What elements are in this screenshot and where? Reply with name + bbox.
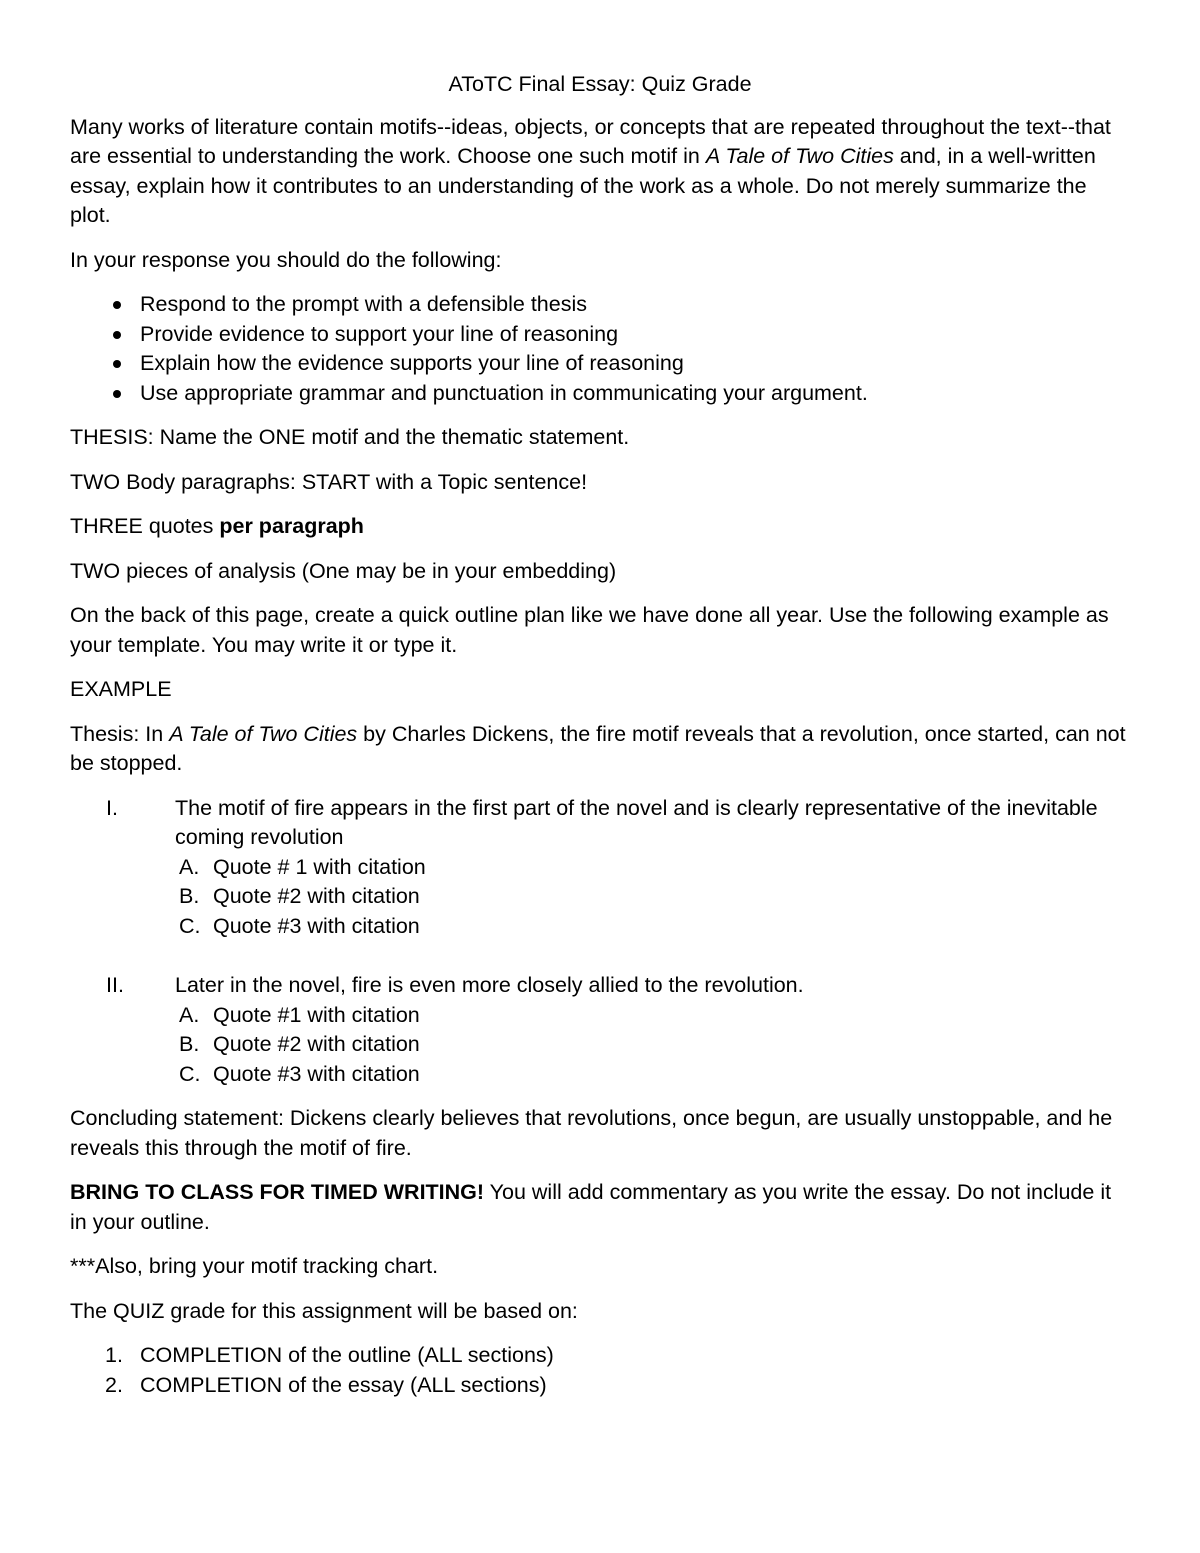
body-instruction: TWO Body paragraphs: START with a Topic sentence! <box>70 469 588 494</box>
outline-sub-item <box>175 912 1130 942</box>
outline-sub-item <box>175 1001 1130 1031</box>
outline-numeral: I. <box>106 795 118 820</box>
sub-text: Quote #3 with citation <box>213 913 420 938</box>
bring-emphasis: BRING TO CLASS FOR TIMED WRITING! <box>70 1180 485 1204</box>
list-item: Respond to the prompt with a defensible thesis <box>70 290 1130 320</box>
sub-text: Quote #2 with citation <box>213 1032 420 1056</box>
list-item: Provide evidence to support your line of reasoning <box>70 320 1130 350</box>
sub-text: Quote #2 with citation <box>213 884 420 908</box>
criteria-text: COMPLETION of the outline (ALL sections) <box>140 1343 554 1367</box>
response-lead: In your response you should do the following: <box>70 247 502 272</box>
outline-instruction: On the back of this page, create a quick outline plan like we have done all year. Use the following example as your template. You may write it or type it. <box>70 603 1109 657</box>
example-outline <box>70 794 1130 1090</box>
example-thesis-suffix: by Charles Dickens, the fire motif reveals that a revolution, once started, can not be stopped. <box>70 721 1126 775</box>
sub-letter: C. <box>179 1061 201 1086</box>
quotes-emphasis: per paragraph <box>219 514 364 538</box>
page-title: AToTC Final Essay: Quiz Grade <box>448 72 752 96</box>
also-note: ***Also, bring your motif tracking chart. <box>70 1254 439 1278</box>
sub-letter: A. <box>179 1002 200 1027</box>
outline-sub-item <box>175 1030 1130 1060</box>
intro-text-1: Many works of literature contain motifs--ideas, objects, or concepts that are repeated throughout the text--that are essential to understanding the work. Choose one such motif in <box>70 114 1111 168</box>
sub-text: Quote #1 with citation <box>213 1002 420 1027</box>
thesis-instruction: THESIS: Name the ONE motif and the thematic statement. <box>70 425 630 449</box>
outline-sub-item <box>175 882 1130 912</box>
list-item <box>70 1371 1130 1401</box>
outline-numeral: II. <box>106 973 124 997</box>
quotes-text: THREE quotes <box>70 514 220 538</box>
example-thesis <box>70 720 1130 779</box>
sub-letter: C. <box>179 913 201 938</box>
sub-text: Quote #3 with citation <box>213 1061 420 1086</box>
intro-book-title: A Tale of Two Cities <box>705 144 894 168</box>
list-item: Explain how the evidence supports your line of reasoning <box>70 349 1130 379</box>
example-thesis-prefix: Thesis: In <box>70 721 170 746</box>
list-item: Use appropriate grammar and punctuation in communicating your argument. <box>70 379 1130 409</box>
outline-sub-item <box>175 1060 1130 1090</box>
bring-to-class <box>70 1178 1130 1237</box>
example-label: EXAMPLE <box>70 677 172 701</box>
outline-section-1 <box>70 794 1130 942</box>
criteria-text: COMPLETION of the essay (ALL sections) <box>140 1372 547 1397</box>
example-book-title: A Tale of Two Cities <box>169 721 358 746</box>
concluding-statement: Concluding statement: Dickens clearly believes that revolutions, once begun, are usually unstoppable, and he reveals this through the motif of fire. <box>70 1106 1113 1160</box>
list-item <box>70 1341 1130 1371</box>
outline-section-2 <box>70 971 1130 1089</box>
sub-letter: B. <box>179 1032 200 1056</box>
grading-criteria <box>70 1341 1130 1400</box>
intro-paragraph <box>70 113 1130 231</box>
outline-topic: The motif of fire appears in the first part of the novel and is clearly representative of the inevitable coming revolution <box>175 795 1098 849</box>
analysis-instruction: TWO pieces of analysis (One may be in your embedding) <box>70 558 617 583</box>
sub-letter: B. <box>179 884 200 908</box>
quotes-instruction <box>70 512 1130 542</box>
bring-text: You will add commentary as you write the essay. Do not include it in your outline. <box>70 1180 1112 1234</box>
criteria-number: 2. <box>105 1372 123 1397</box>
sub-letter: A. <box>179 854 200 879</box>
criteria-number: 1. <box>105 1343 123 1367</box>
requirements-list <box>70 290 1130 408</box>
intro-text-2: and, in a well-written essay, explain how it contributes to an understanding of the work as a whole. Do not merely summarize the plot. <box>70 144 1096 227</box>
outline-sub-item <box>175 853 1130 883</box>
sub-text: Quote # 1 with citation <box>213 854 426 879</box>
outline-topic: Later in the novel, fire is even more closely allied to the revolution. <box>175 973 804 997</box>
quiz-lead: The QUIZ grade for this assignment will be based on: <box>70 1298 578 1323</box>
